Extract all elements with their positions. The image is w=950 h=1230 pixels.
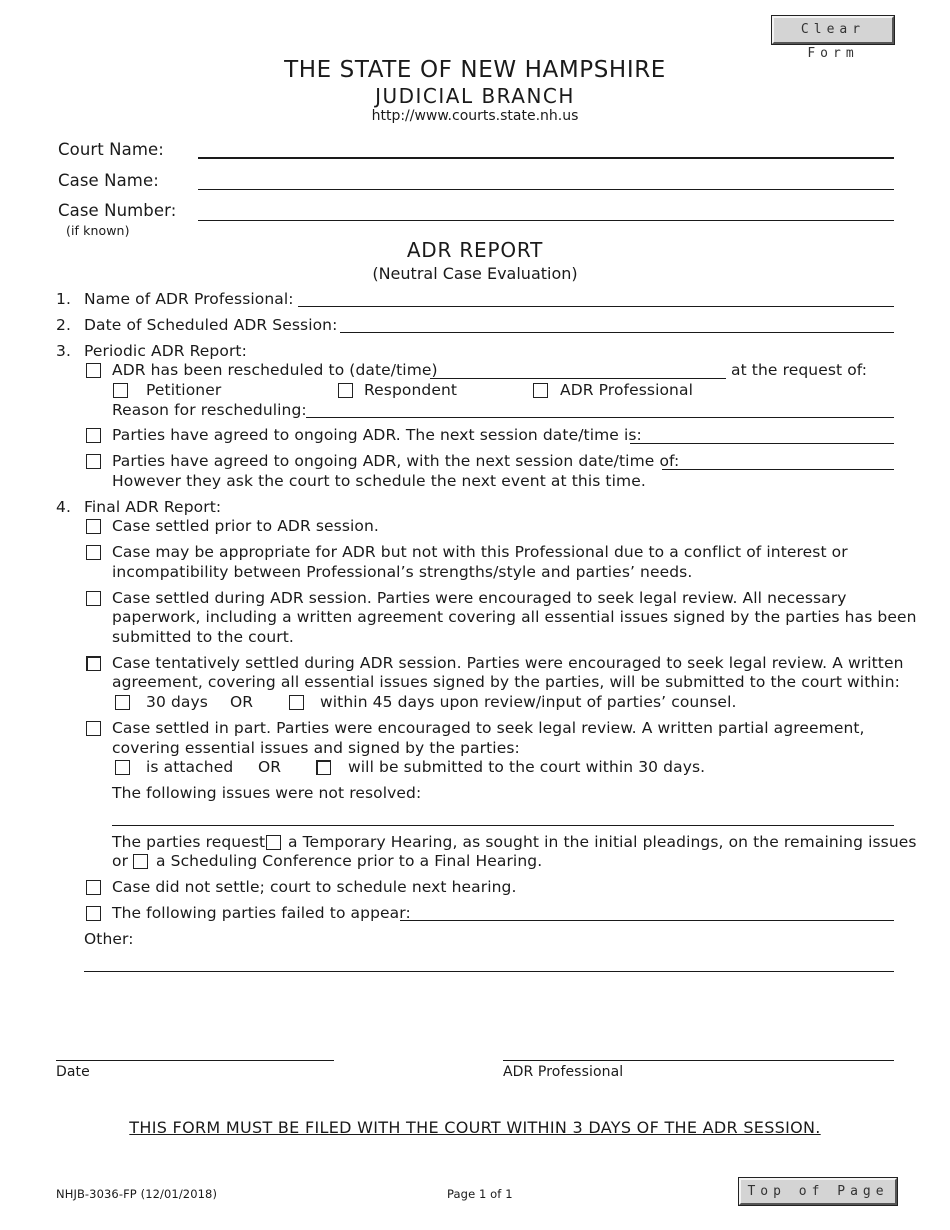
submitted-30-checkbox[interactable] bbox=[316, 760, 331, 775]
ongoing-adr-court-label: Parties have agreed to ongoing ADR, with the next session date/time of: bbox=[112, 452, 680, 470]
failed-appear-checkbox[interactable] bbox=[86, 906, 101, 921]
item-4-number: 4. bbox=[56, 498, 71, 516]
scheduling-conference-checkbox[interactable] bbox=[133, 854, 148, 869]
reason-field[interactable] bbox=[306, 417, 894, 418]
submitted-30-label: will be submitted to the court within 30 days. bbox=[348, 758, 706, 776]
ongoing-adr-date-field[interactable] bbox=[630, 443, 894, 444]
not-resolved-label: The following issues were not resolved: bbox=[112, 784, 422, 802]
ongoing-adr-court-checkbox[interactable] bbox=[86, 454, 101, 469]
days-30-label: 30 days bbox=[146, 693, 208, 711]
reason-label: Reason for rescheduling: bbox=[112, 401, 307, 419]
adr-professional-name-label: Name of ADR Professional: bbox=[84, 290, 294, 308]
days-45-checkbox[interactable] bbox=[289, 695, 304, 710]
scheduling-conference-label: a Scheduling Conference prior to a Final Hearing. bbox=[156, 852, 543, 870]
branch-heading: JUDICIAL BRANCH bbox=[375, 84, 575, 108]
not-resolved-field[interactable] bbox=[112, 825, 894, 826]
court-url: http://www.courts.state.nh.us bbox=[371, 108, 579, 124]
petitioner-label: Petitioner bbox=[146, 381, 222, 399]
top-of-page-button[interactable]: Top of Page bbox=[739, 1178, 897, 1205]
tentative-line-1: Case tentatively settled during ADR session. Parties were encouraged to seek legal review. A written bbox=[112, 654, 904, 672]
date-signature-label: Date bbox=[56, 1064, 90, 1080]
settled-during-line-3: submitted to the court. bbox=[112, 628, 294, 646]
other-label: Other: bbox=[84, 930, 134, 948]
respondent-checkbox[interactable] bbox=[338, 383, 353, 398]
appropriate-checkbox[interactable] bbox=[86, 545, 101, 560]
settled-during-line-2: paperwork, including a written agreement covering all essential issues signed by the parties has been bbox=[112, 608, 917, 626]
form-id: NHJB-3036-FP (12/01/2018) bbox=[56, 1187, 218, 1201]
or-label-3: or bbox=[112, 852, 129, 870]
appropriate-line-2: incompatibility between Professional’s strengths/style and parties’ needs. bbox=[112, 563, 693, 581]
petitioner-checkbox[interactable] bbox=[113, 383, 128, 398]
failed-appear-field[interactable] bbox=[400, 920, 894, 921]
final-report-label: Final ADR Report: bbox=[84, 498, 222, 516]
court-name-field[interactable] bbox=[198, 157, 894, 159]
settled-part-checkbox[interactable] bbox=[86, 721, 101, 736]
did-not-settle-label: Case did not settle; court to schedule next hearing. bbox=[112, 878, 517, 896]
adr-professional-option-label: ADR Professional bbox=[560, 381, 693, 399]
adr-professional-signature-label: ADR Professional bbox=[503, 1064, 624, 1080]
days-30-checkbox[interactable] bbox=[115, 695, 130, 710]
settled-part-line-2: covering essential issues and signed by the parties: bbox=[112, 739, 520, 757]
court-name-label: Court Name: bbox=[58, 140, 164, 159]
if-known-note: (if known) bbox=[66, 223, 130, 238]
temporary-hearing-checkbox[interactable] bbox=[266, 835, 281, 850]
days-45-label: within 45 days upon review/input of parties’ counsel. bbox=[320, 693, 737, 711]
case-number-field[interactable] bbox=[198, 220, 894, 221]
other-field[interactable] bbox=[84, 971, 894, 972]
temporary-hearing-label: a Temporary Hearing, as sought in the initial pleadings, on the remaining issues bbox=[288, 833, 917, 851]
or-label-2: OR bbox=[258, 758, 282, 776]
adr-professional-name-field[interactable] bbox=[298, 306, 894, 307]
page-number: Page 1 of 1 bbox=[447, 1187, 513, 1201]
adr-professional-signature-line[interactable] bbox=[503, 1060, 894, 1061]
appropriate-line-1: Case may be appropriate for ADR but not with this Professional due to a conflict of interest or bbox=[112, 543, 848, 561]
or-label-1: OR bbox=[230, 693, 254, 711]
adr-professional-checkbox[interactable] bbox=[533, 383, 548, 398]
item-3-number: 3. bbox=[56, 342, 71, 360]
ongoing-adr-checkbox[interactable] bbox=[86, 428, 101, 443]
item-2-number: 2. bbox=[56, 316, 71, 334]
state-heading: THE STATE OF NEW HAMPSHIRE bbox=[284, 57, 666, 83]
at-request-label: at the request of: bbox=[731, 361, 868, 379]
clear-form-button[interactable]: Clear Form bbox=[772, 16, 894, 44]
settled-prior-label: Case settled prior to ADR session. bbox=[112, 517, 379, 535]
tentative-checkbox[interactable] bbox=[86, 656, 101, 671]
settled-prior-checkbox[interactable] bbox=[86, 519, 101, 534]
failed-appear-label: The following parties failed to appear: bbox=[112, 904, 411, 922]
filing-notice: THIS FORM MUST BE FILED WITH THE COURT WITHIN 3 DAYS OF THE ADR SESSION. bbox=[129, 1118, 821, 1137]
did-not-settle-checkbox[interactable] bbox=[86, 880, 101, 895]
rescheduled-label: ADR has been rescheduled to (date/time) bbox=[112, 361, 438, 379]
ongoing-adr-court-date-field[interactable] bbox=[662, 469, 894, 470]
attached-label: is attached bbox=[146, 758, 234, 776]
case-name-label: Case Name: bbox=[58, 171, 159, 190]
settled-during-checkbox[interactable] bbox=[86, 591, 101, 606]
settled-part-line-1: Case settled in part. Parties were encouraged to seek legal review. A written partial agreement, bbox=[112, 719, 865, 737]
ongoing-adr-label: Parties have agreed to ongoing ADR. The next session date/time is: bbox=[112, 426, 642, 444]
case-name-field[interactable] bbox=[198, 189, 894, 190]
settled-during-line-1: Case settled during ADR session. Parties were encouraged to seek legal review. All necessary bbox=[112, 589, 847, 607]
session-date-field[interactable] bbox=[340, 332, 894, 333]
tentative-line-2: agreement, covering all essential issues signed by the parties, will be submitted to the court within: bbox=[112, 673, 900, 691]
request-text-pre: The parties request bbox=[112, 833, 266, 851]
item-1-number: 1. bbox=[56, 290, 71, 308]
report-title: ADR REPORT bbox=[406, 238, 544, 262]
session-date-label: Date of Scheduled ADR Session: bbox=[84, 316, 338, 334]
rescheduled-date-field[interactable] bbox=[430, 378, 726, 379]
periodic-report-label: Periodic ADR Report: bbox=[84, 342, 247, 360]
respondent-label: Respondent bbox=[364, 381, 458, 399]
report-subtitle: (Neutral Case Evaluation) bbox=[372, 264, 578, 283]
however-text: However they ask the court to schedule the next event at this time. bbox=[112, 472, 646, 490]
attached-checkbox[interactable] bbox=[115, 760, 130, 775]
rescheduled-checkbox[interactable] bbox=[86, 363, 101, 378]
case-number-label: Case Number: bbox=[58, 201, 177, 220]
date-signature-line[interactable] bbox=[56, 1060, 334, 1061]
